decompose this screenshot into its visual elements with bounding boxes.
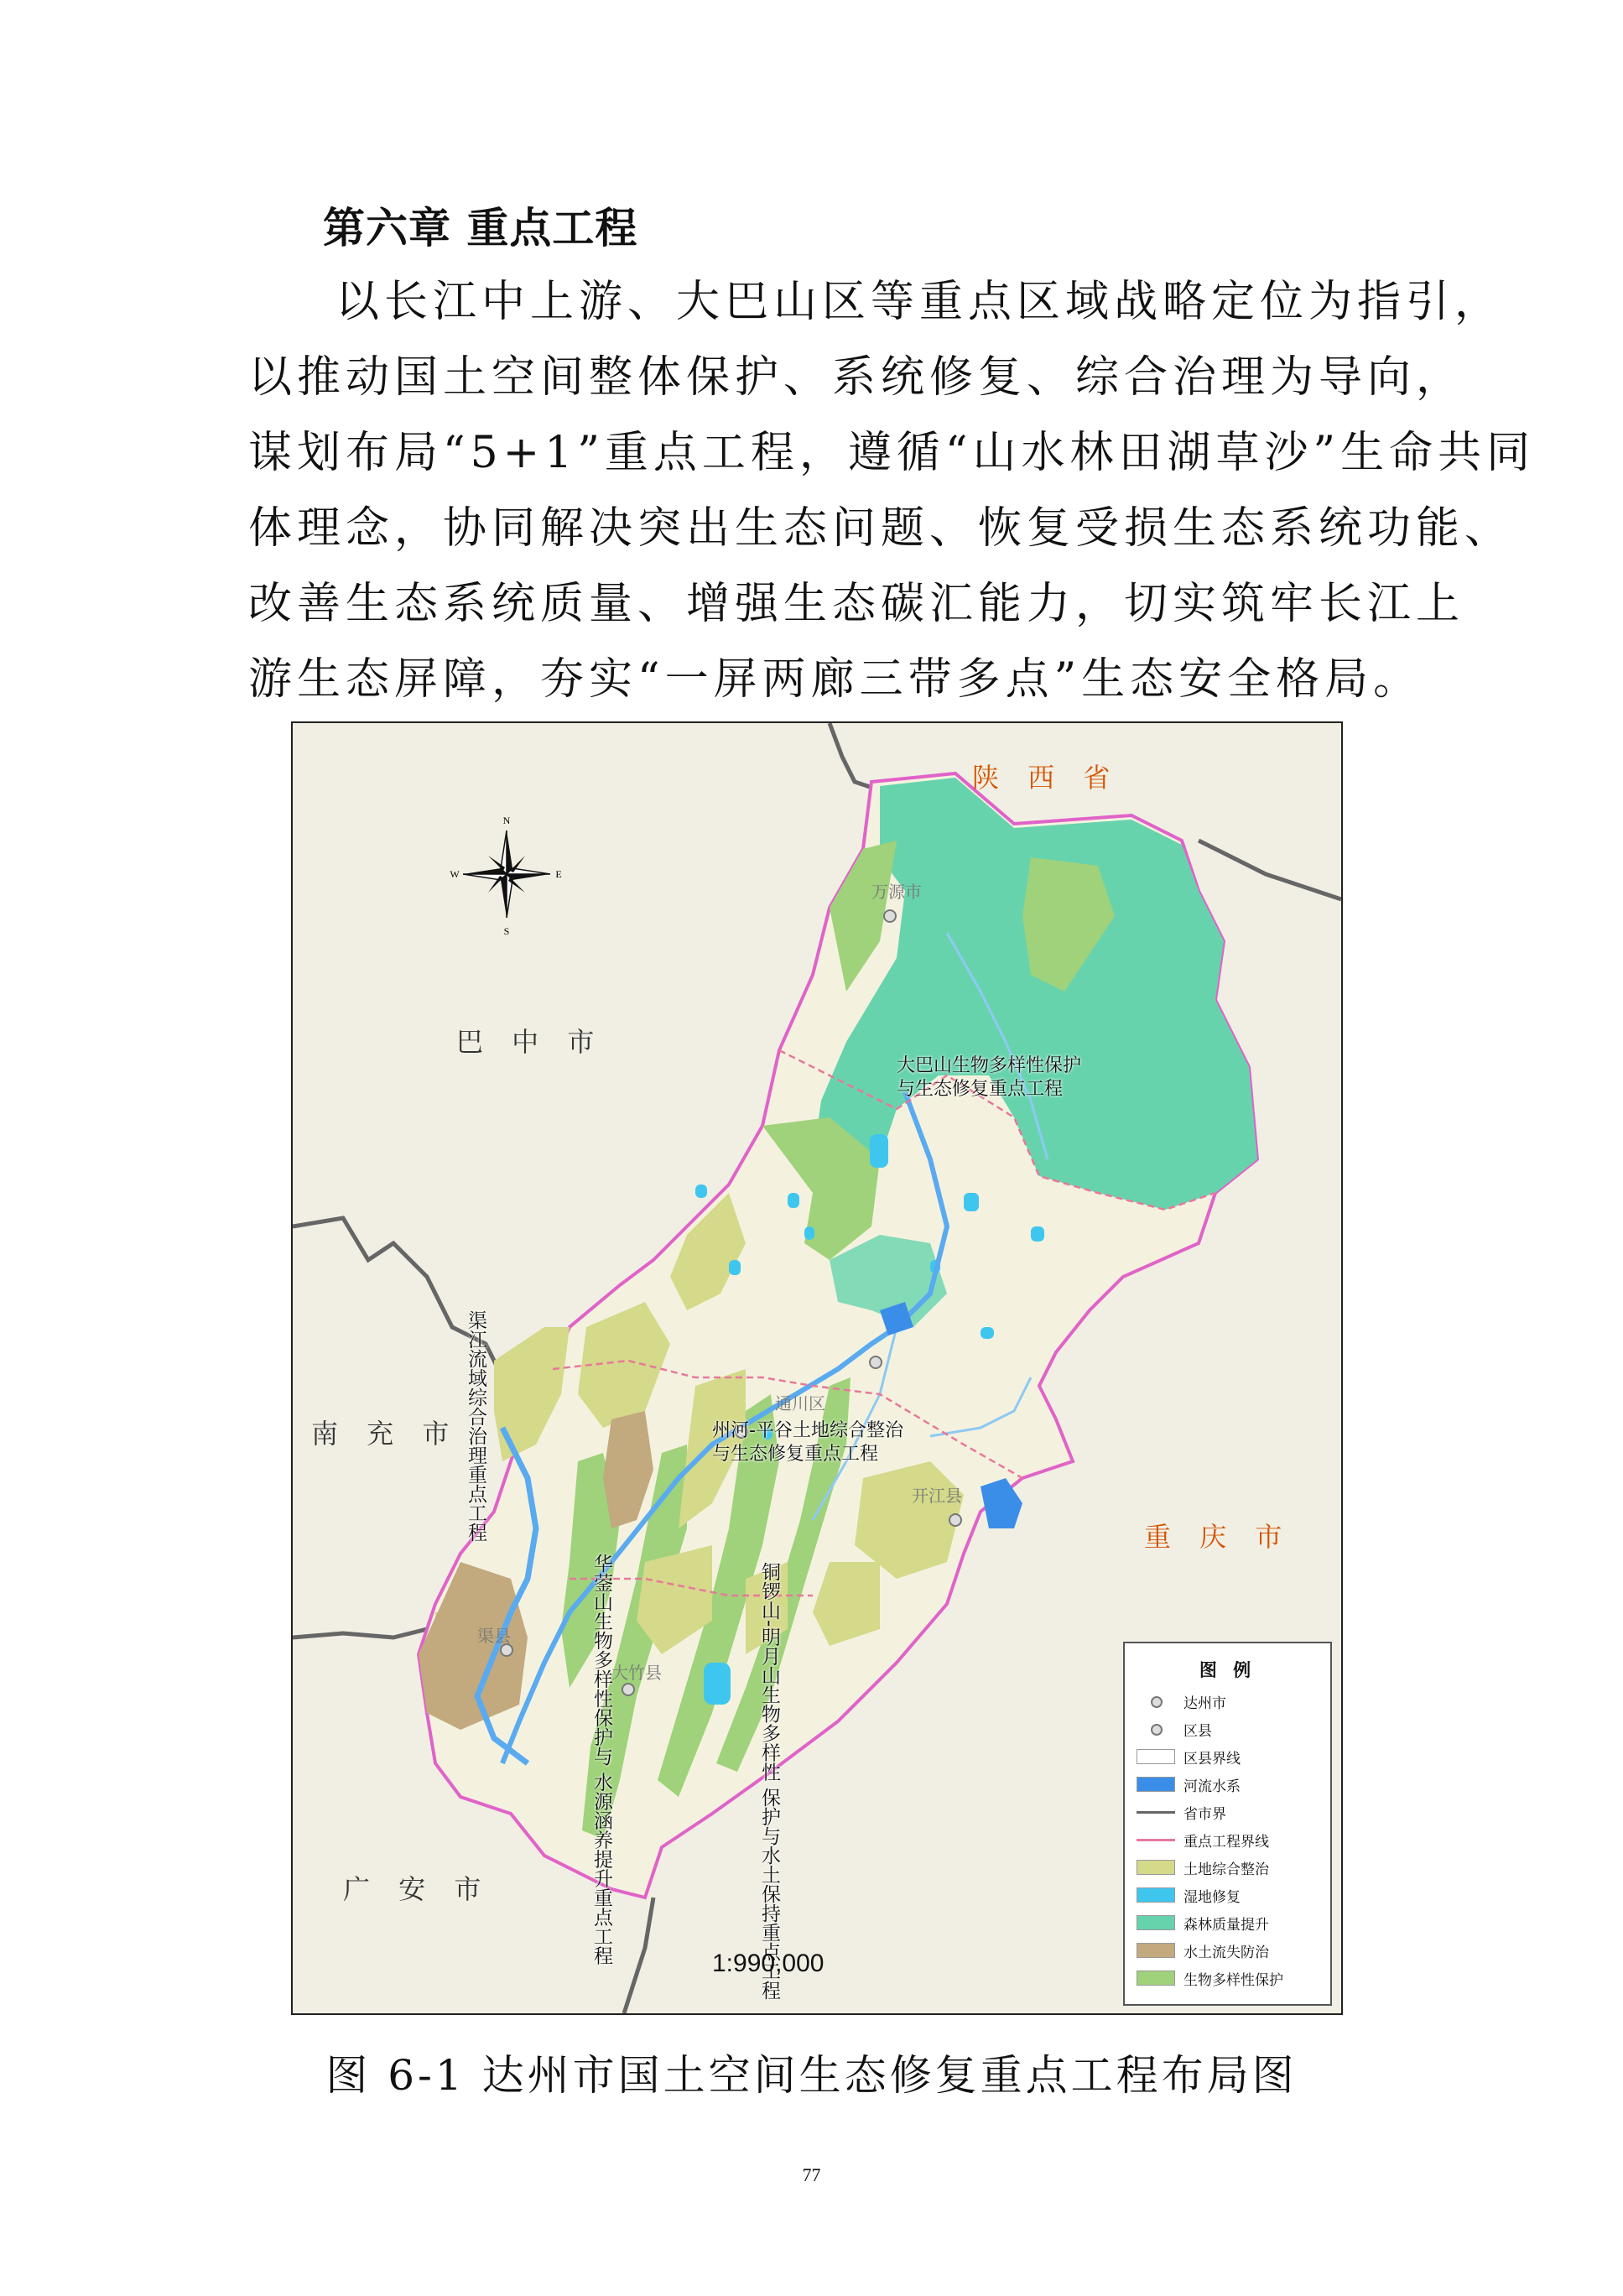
legend-label: 省市界 (1183, 1805, 1226, 1823)
wetland-patch (695, 1184, 707, 1198)
legend-item (1137, 1720, 1212, 1738)
legend-symbol-icon (1137, 1694, 1175, 1709)
paragraph-line: 游生态屏障，夯实“一屏两廊三带多点”生态安全格局。 (248, 654, 1423, 705)
label-project-zhouhe (712, 1419, 903, 1466)
compass-e-label: E (555, 868, 562, 880)
label-quxian: 渠县 (477, 1626, 511, 1646)
compass-n-label: N (502, 815, 511, 826)
paragraph-line: 以长江中上游、大巴山区等重点区域战略定位为指引， (336, 277, 1504, 327)
label-shaanxi: 陕 西 省 (972, 762, 1121, 794)
label-nanchong: 南 充 市 (311, 1418, 460, 1450)
paragraph-line: 体理念，协同解决突出生态问题、恢复受损生态系统功能、 (248, 503, 1514, 554)
legend-label: 区县界线 (1183, 1750, 1241, 1768)
legend-label: 区县 (1183, 1722, 1212, 1740)
legend-item (1137, 1803, 1226, 1821)
paragraph-line: 谋划布局“5+1”重点工程，遵循“山水林田湖草沙”生命共同 (248, 428, 1536, 478)
label-project-huayingshan-line: 水源涵养提升重点工程 (590, 1772, 612, 1965)
legend-symbol-icon (1137, 1943, 1175, 1958)
legend-item (1137, 1830, 1269, 1849)
label-project-zhouhe-line: 州河-平谷土地综合整治 (712, 1420, 903, 1441)
legend-title: 图 例 (1199, 1660, 1256, 1680)
legend-symbol-icon (1137, 1887, 1175, 1903)
legend-symbol-icon (1137, 1721, 1175, 1736)
legend-symbol-icon (1137, 1839, 1175, 1841)
legend-label: 重点工程界线 (1183, 1833, 1269, 1851)
legend-item (1137, 1858, 1269, 1877)
legend-label: 生物多样性保护 (1183, 1971, 1283, 1989)
legend-item (1137, 1775, 1241, 1794)
legend-label: 水土流失防治 (1183, 1944, 1269, 1961)
legend-label: 土地综合整治 (1183, 1861, 1269, 1878)
legend-symbol-icon (1137, 1860, 1175, 1875)
legend-symbol-icon (1137, 1777, 1175, 1792)
county-seat-wanyuan (884, 910, 896, 922)
paragraph-line: 改善生态系统质量、增强生态碳汇能力，切实筑牢长江上 (248, 579, 1465, 629)
map-scale: 1:990,000 (712, 1950, 825, 1977)
wetland-patch (1031, 1226, 1044, 1242)
chapter-title: 第六章 重点工程 (323, 204, 638, 253)
city-seat-dazhou (870, 1356, 882, 1368)
legend-label: 湿地修复 (1183, 1888, 1241, 1906)
label-dazhu: 大竹县 (611, 1663, 662, 1683)
label-project-dabashan-line: 大巴山生物多样性保护 (897, 1055, 1082, 1076)
label-kaijiang: 开江县 (912, 1486, 962, 1506)
legend-item (1137, 1692, 1226, 1710)
label-project-huayingshan-line: 华蓥山生物多样性保护与 (590, 1554, 612, 1766)
legend-label: 河流水系 (1183, 1778, 1241, 1795)
map-legend (1123, 1642, 1332, 2006)
county-seat-dazhu (622, 1684, 634, 1695)
label-project-qujiang: 渠江流域综合治理重点工程 (465, 1310, 486, 1542)
legend-symbol-icon (1137, 1749, 1175, 1764)
label-project-tongluoshan-line: 保护与水土保持重点工程 (758, 1787, 780, 2000)
legend-symbol-icon (1137, 1971, 1175, 1986)
label-project-tongluoshan (758, 1562, 780, 2000)
legend-item (1137, 1886, 1241, 1904)
figure-caption: 图 6-1 达州市国土空间生态修复重点工程布局图 (325, 2051, 1298, 2100)
label-project-huayingshan (590, 1554, 612, 1965)
label-project-zhouhe-line: 与生态修复重点工程 (712, 1444, 879, 1465)
wetland-patch-dazhu (704, 1663, 731, 1705)
label-bazhong: 巴 中 市 (456, 1026, 605, 1058)
label-wanyuan: 万源市 (871, 882, 922, 902)
label-tongchuan: 通川区 (775, 1393, 825, 1414)
wetland-patch (788, 1193, 799, 1208)
ecological-restoration-map (291, 721, 1343, 2015)
county-seat-kaijiang (949, 1514, 961, 1526)
chapter-intro-paragraph (248, 264, 1536, 717)
legend-label: 森林质量提升 (1183, 1916, 1269, 1934)
label-chongqing: 重 庆 市 (1144, 1521, 1293, 1553)
wetland-patch (964, 1193, 979, 1211)
legend-symbol-icon (1137, 1811, 1175, 1814)
wetland-patch (870, 1134, 888, 1168)
legend-label: 达州市 (1183, 1695, 1226, 1712)
legend-item (1137, 1941, 1269, 1960)
wetland-patch (981, 1327, 994, 1339)
label-project-tongluoshan-line: 铜锣山-明月山生物多样性 (758, 1562, 780, 1782)
legend-symbol-icon (1137, 1915, 1175, 1930)
paragraph-line: 以推动国土空间整体保护、系统修复、综合治理为导向， (248, 352, 1465, 403)
compass-s-label: S (503, 925, 510, 937)
label-guangan: 广 安 市 (343, 1873, 492, 1905)
label-project-dabashan (897, 1054, 1081, 1101)
legend-item (1137, 1969, 1283, 1987)
label-project-dabashan-line: 与生态修复重点工程 (897, 1079, 1064, 1100)
wetland-patch (804, 1226, 814, 1240)
page-number: 77 (802, 2164, 821, 2185)
compass-w-label: W (450, 868, 460, 880)
legend-item (1137, 1747, 1241, 1766)
wetland-patch (729, 1260, 741, 1275)
legend-item (1137, 1913, 1269, 1932)
